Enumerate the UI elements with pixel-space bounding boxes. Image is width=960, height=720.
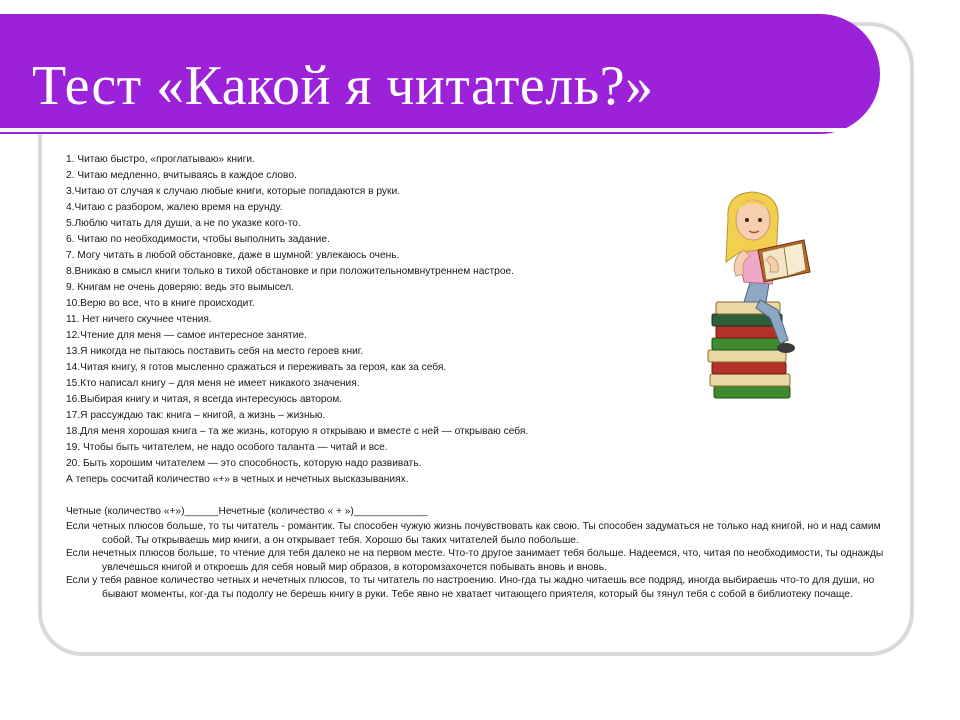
question-item: 4.Читаю с разбором, жалею время на ерунду. [66,202,283,213]
question-item: 16.Выбирая книгу и читая, я всегда интересуюсь автором. [66,394,343,405]
question-item: 18.Для меня хорошая книга – та же жизнь, которую я открываю и вместе с ней — открываю себя. [66,426,529,437]
instruction-text: А теперь сосчитай количество «+» в четных и нечетных высказываниях. [66,474,409,485]
result-equal: Если у тебя равное количество четных и нечетных плюсов, то ты читатель по настроению. Ино-гда ты жадно читаешь все подряд, иногда выбираешь что-то для души, но бывают моменты, ког-да ты подолгу не берешь книгу в руки. Тебе явно не хватает читающего приятеля, который бы тянул тебя с собой в библиотеку почаще. [66,575,875,600]
counts-line: Четные (количество «+»)______Нечетные (количество « + »)_____________ [66,506,428,517]
spacer [66,488,886,504]
title-underline [0,128,880,132]
question-item: 19. Чтобы быть читателем, не надо особого таланта — читай и все. [66,442,388,453]
question-item: 17.Я рассуждаю так: книга – книгой, а жизнь – жизнью. [66,410,326,421]
title-bar [0,14,880,134]
question-item: 10.Верю во все, что в книге происходит. [66,298,255,309]
question-item: 2. Читаю медленно, вчитываясь в каждое слово. [66,170,297,181]
question-item: 13.Я никогда не пытаюсь поставить себя на место героев книг. [66,346,364,357]
question-item: 6. Читаю по необходимости, чтобы выполнить задание. [66,234,330,245]
result-even: Если четных плюсов больше, то ты читатель - романтик. Ты способен чужую жизнь почувствовать как свою. Ты способен задуматься не только над книгой, но и над самим собой. Ты открываешь мир книги, а он открывает тебя. Хорошо бы таких читателей было побольше. [66,521,881,546]
page-title: Тест «Какой я читатель?» [32,55,654,117]
question-item: 12.Чтение для меня — самое интересное занятие. [66,330,307,341]
question-item: 9. Книгам не очень доверяю: ведь это вымысел. [66,282,294,293]
question-item: 7. Могу читать в любой обстановке, даже в шумной: увлекаюсь очень. [66,250,400,261]
question-item: 14.Читая книгу, я готов мысленно сражаться и переживать за героя, как за себя. [66,362,447,373]
question-item: 15.Кто написал книгу – для меня не имеет никакого значения. [66,378,360,389]
question-item: 1. Читаю быстро, «проглатываю» книги. [66,154,255,165]
question-item: 5.Люблю читать для души, а не по указке кого-то. [66,218,301,229]
question-item: 20. Быть хорошим читателем — это способность, которую надо развивать. [66,458,422,469]
result-odd: Если нечетных плюсов больше, то чтение для тебя далеко не на первом месте. Что-то другое занимает тебя больше. Надеемся, что, читая по необходимости, ты однажды увлечешься книгой и откроешь для себя новый мир образов, в которомзахочется побывать вновь и вновь. [66,548,884,573]
question-item: 11. Нет ничего скучнее чтения. [66,314,212,325]
girl-reading-on-books-icon [700,190,820,410]
question-item: 8.Вникаю в смысл книги только в тихой обстановке и при положительномвнутреннем настрое. [66,266,515,277]
question-item: 3.Читаю от случая к случаю любые книги, которые попадаются в руки. [66,186,400,197]
